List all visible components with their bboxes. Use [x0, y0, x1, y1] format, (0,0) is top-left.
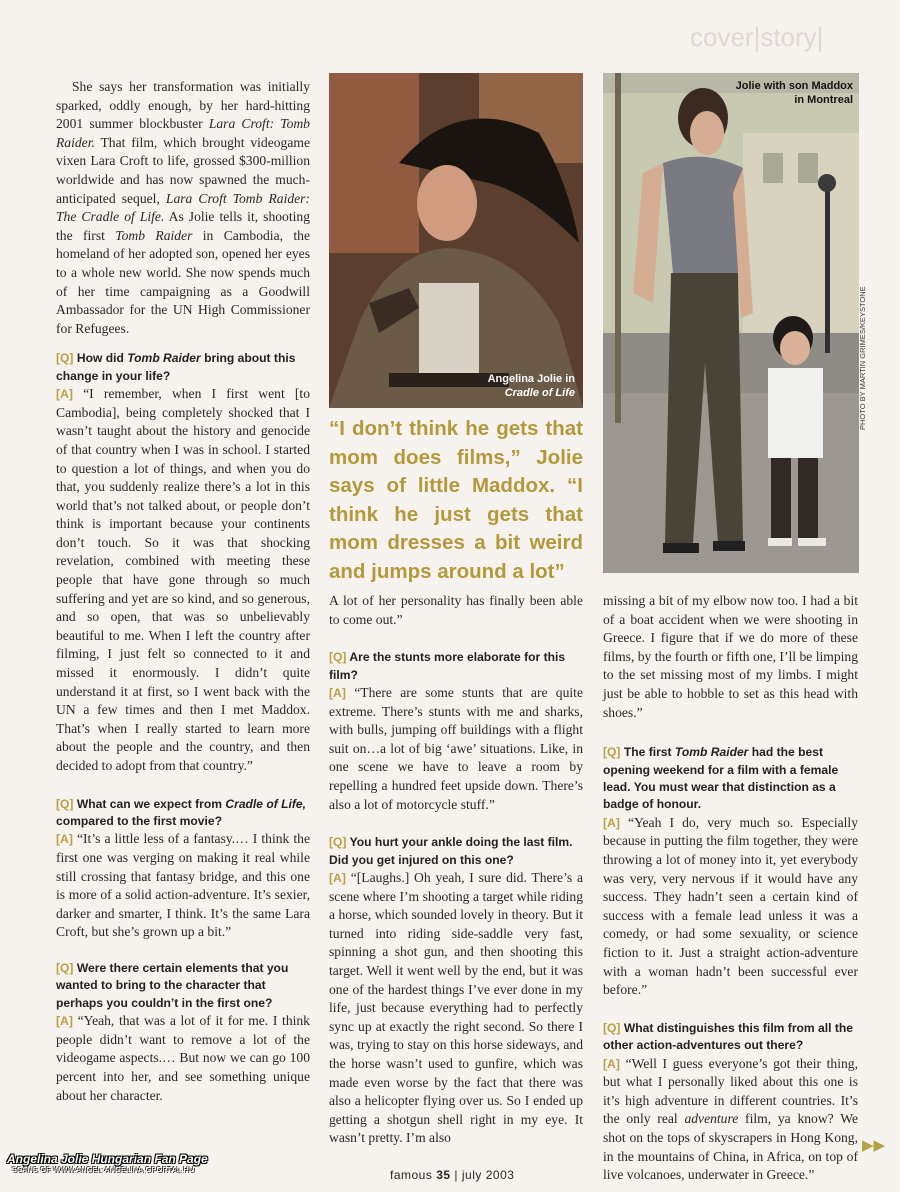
answer-text: film, ya know? We shot on the tops of skyscrapers in Hong Kong, in the mountains of China, in Africa, on top of live volcanoes, underwater in Greece.”	[603, 1111, 858, 1183]
photo-credit: PHOTO BY MARTIN GRIMES/KEYSTONE	[858, 286, 867, 430]
a-tag: [A]	[329, 870, 346, 885]
answer-3	[56, 1012, 310, 1105]
question-text: compared to the first movie?	[56, 814, 222, 828]
a-tag: [A]	[56, 1014, 73, 1029]
intro-text: That film, which brought videogame vixen Lara Croft to life, grossed $300-million worldwide and has now spawned the much-anticipated sequel,	[56, 134, 310, 206]
q-tag: [Q]	[603, 1020, 621, 1035]
answer-emphasis: adventure	[684, 1111, 739, 1127]
continued-paragraph: missing a bit of my elbow now too. I had a bit of a boat accident when we were shooting in Greece. I figure that if we do more of these films, by the fourth or fifth one, I’ll be limping to the set missing most of my limbs. I might just be able to hobble to set as this head with shoes.”	[603, 593, 858, 720]
answer-1	[56, 385, 310, 775]
a-tag: [A]	[329, 686, 346, 700]
column-2	[329, 592, 583, 1148]
question-7	[603, 1020, 858, 1055]
q-tag: [Q]	[329, 650, 347, 665]
pull-quote: “I don’t think he gets that mom does films,” Jolie says of little Maddox. “I think he just gets that mom dresses a bit weird and jumps around a lot”	[329, 417, 583, 583]
caption-line: Angelina Jolie in	[487, 373, 575, 385]
a-tag: [A]	[56, 832, 73, 847]
movie-still-illustration	[329, 73, 583, 408]
question-text: The first	[623, 745, 675, 760]
film-title: Lara Croft Tomb Raider: The Cradle of Life.	[56, 190, 311, 225]
answer-5	[329, 869, 583, 1148]
answer-2	[56, 830, 310, 942]
street-illustration	[603, 73, 859, 573]
page-footer	[390, 1168, 514, 1182]
answer-6	[603, 814, 858, 1000]
film-title: Cradle of Life,	[225, 796, 307, 811]
question-text: bring about this change in your life?	[56, 351, 296, 383]
intro-paragraph	[56, 78, 310, 338]
question-5	[329, 834, 583, 869]
question-text: had the best opening weekend for a film with a female lead. You must wear that distinction as a badge of honour.	[603, 745, 839, 812]
issue-date: july 2003	[461, 1168, 515, 1182]
question-text: Were there certain elements that you wanted to bring to the character that perhaps you couldn’t in the first one?	[56, 960, 289, 1010]
question-3	[56, 960, 310, 1012]
question-text: You hurt your ankle doing the last film. Did you get injured on this one?	[329, 835, 573, 867]
film-title: Lara Croft: Tomb Raider.	[56, 116, 310, 150]
a-tag: [A]	[603, 815, 620, 830]
a-tag: [A]	[56, 387, 73, 402]
answer-text: “There are some stunts that are quite extreme. There’s stunts with me and sharks, with bulls, jumping off buildings with a flight suit on…a lot of big ‘awe’ situations. Like, in one scene we have to leave a room by repelling a hundred feet upside down. There’s also a lot of motorcycle stuff.”	[329, 685, 583, 812]
q-tag: [Q]	[56, 960, 74, 975]
film-title: Tomb Raider	[674, 745, 749, 760]
answer-text: “Yeah, that was a lot of it for me. I think people didn’t want to remove a lot of the videogame aspects.… But now we can go 100 percent into her, and see something unique about her character.	[56, 1013, 310, 1103]
continue-arrows-icon: ▶▶	[862, 1136, 886, 1154]
q-tag: [Q]	[329, 835, 347, 850]
a-tag: [A]	[603, 1056, 620, 1071]
continued-paragraph: A lot of her personality has finally been able to come out.”	[329, 593, 583, 627]
answer-text: “It’s a little less of a fantasy.… I think the first one was verging on making it real while still crossing that fantasy bridge, and this one is more of a solid action-adventure. It’s sexier, darker and smarter, I think. It’s the same Lara Croft, but she’s grown up a bit.”	[56, 831, 310, 940]
intro-text: in Cambodia, the homeland of her adopted son, opened her eyes to a whole new world. She now spends much of her time campaigning as a Goodwill Ambassador for the UN High Commissioner for Refugees.	[56, 227, 310, 336]
caption-line: Jolie with son Maddox	[735, 80, 853, 92]
intro-text: She says her transformation was initially sparked, oddly enough, by her hard-hitting 2001 summer blockbuster	[56, 79, 310, 132]
q-tag: [Q]	[603, 745, 621, 760]
magazine-name: famous	[390, 1168, 433, 1182]
caption-line: in Montreal	[794, 94, 853, 106]
question-text: What can we expect from	[76, 796, 226, 811]
question-text: How did	[76, 351, 128, 366]
answer-7	[603, 1055, 858, 1185]
film-title: Tomb Raider	[127, 351, 201, 366]
q-tag: [Q]	[56, 796, 74, 811]
street-photo	[603, 73, 859, 573]
page-number: 35	[436, 1168, 451, 1182]
photo-caption	[488, 372, 575, 400]
q-tag: [Q]	[56, 351, 74, 366]
footer-separator: |	[454, 1168, 459, 1182]
answer-text: “Yeah I do, very much so. Especially because in putting the film together, they were throwing a lot of money into it, yet everybody was very, very nervous if it would have any success. They hadn’t seen a certain kind of success with a female lead unless it was a comedy, or had some sexuality, or science fiction to it. Just a straight action-adventure with a woman hadn’t been successful ever before.”	[603, 814, 858, 998]
question-2	[56, 796, 310, 831]
question-text: Are the stunts more elaborate for this film?	[329, 650, 566, 682]
caption-line: Cradle of Life	[504, 387, 575, 399]
answer-4	[329, 684, 583, 814]
column-3	[603, 592, 858, 1185]
question-1	[56, 350, 310, 385]
answer-text: “I remember, when I first went [to Cambodia], being completely shocked that I wasn’t taught about the history and genocide of that country when I was in school. I started to question a lot of things, and when you do that, you suddenly realize there’s a lot in this world that’s not talked about, or people don’t think is important because your continents don’t touch. So it was that shocking revelation, combined with meeting these people that have gone through so much suffering and yet are so kind, and so generous, and so open, that was so unbelievably beautiful to me. When I left the country after filming, I just felt so connected to it and missed it enormously. I didn’t quite understand it at first, so I went back with the UN a few times and then I met Maddox. That’s when I really started to learn more about the people and the country, and then decided to adopt from that country.”	[56, 386, 310, 773]
column-1	[56, 78, 310, 1105]
intro-text: As Jolie tells it, shooting the first	[56, 209, 310, 243]
question-text: What distinguishes this film from all the other action-adventures out there?	[603, 1020, 853, 1053]
watermark-title: Angelina Jolie Hungarian Fan Page	[7, 1152, 208, 1166]
question-6	[603, 744, 858, 814]
photo-caption	[736, 79, 853, 107]
section-label: cover|story|	[690, 22, 824, 52]
answer-text: “[Laughs.] Oh yeah, I sure did. There’s a scene where I’m shooting a target while riding a horse, which sounded lovely in theory. But it turned into riding side-saddle very fast, spinning a shot gun, and then shooting this target. Well it went well by the end, but it was one of the hardest things I’ve ever done in my life, just because everything had to perfectly sync up at exactly the right second. So there I was, trying to stay on this horse sideways, and the horse wasn’t used to gunfire, which was made even worse by the fact that there was also a helicopter flying over us. So I ended up getting a shotgun shell right in my eye. It wasn’t pretty. I’m also	[329, 869, 583, 1146]
movie-still-photo	[329, 73, 583, 408]
answer-text: “Well I guess everyone’s got their thing, but what I personally liked about this one is it’s high adventure in different countries. It’s the only real	[603, 1055, 858, 1127]
film-title: Tomb Raider	[115, 227, 193, 243]
watermark-subtitle: SCANS OF WWW.ANGEL-ANGELINA.GPORTAL.HU	[12, 1167, 195, 1174]
question-4	[329, 649, 583, 684]
